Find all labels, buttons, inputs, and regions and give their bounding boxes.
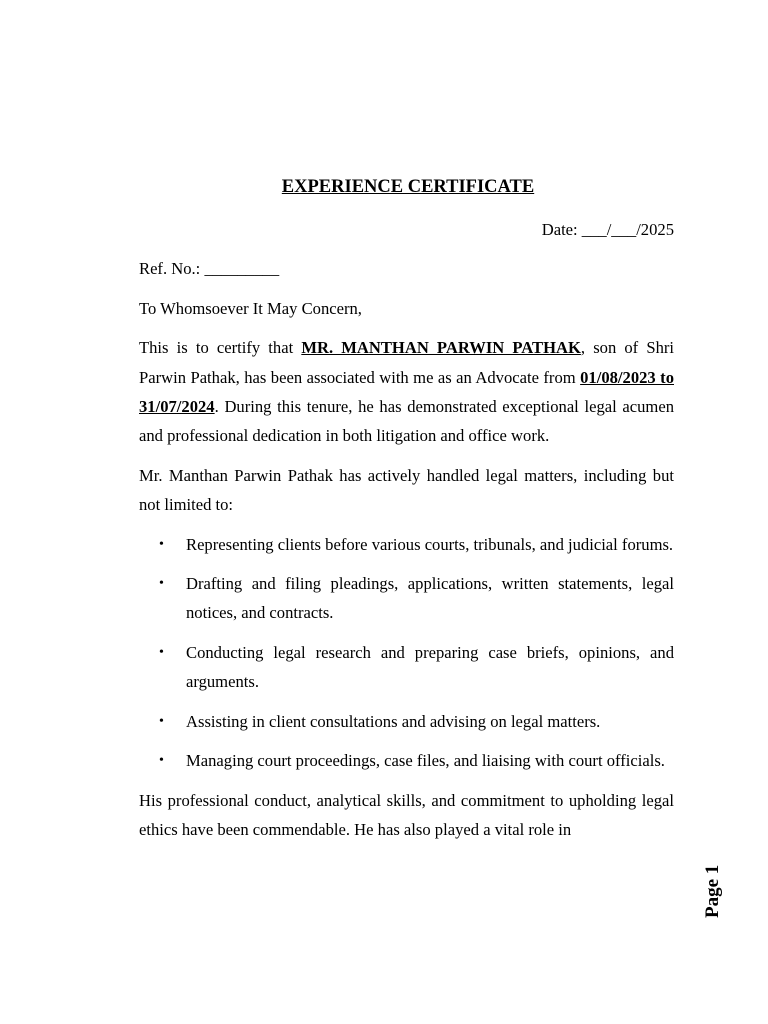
salutation: To Whomsoever It May Concern, [139, 298, 362, 318]
bullet-icon: • [159, 536, 164, 552]
tenure-period: 01/08/2023 to 31/07/2024 [139, 367, 674, 417]
bullet-icon: • [159, 753, 164, 769]
para1-text-1: This is to certify that [139, 338, 302, 358]
document-title: EXPERIENCE CERTIFICATE [281, 177, 535, 197]
employee-name: MR. MANTHAN PARWIN PATHAK [301, 338, 581, 358]
certification-paragraph [139, 333, 674, 451]
bullet-icon: • [159, 713, 164, 729]
date-line: Date: ___/___/2025 [541, 220, 674, 239]
list-item [139, 530, 674, 559]
duty-text: Assisting in client consultations and advising on legal matters. [186, 711, 601, 731]
duty-text: Drafting and filing pleadings, applications, written statements, legal notices, and contracts. [186, 574, 674, 623]
duty-text: Representing clients before various courts, tribunals, and judicial forums. [186, 534, 674, 554]
reference-number-line: Ref. No.: _________ [139, 259, 280, 279]
duties-list [139, 530, 674, 776]
list-item [139, 638, 674, 697]
conduct-paragraph: His professional conduct, analytical skills, and commitment to upholding legal ethics have been commendable. He has also played a vital role in [139, 790, 674, 839]
list-item [139, 746, 674, 775]
page-number-label: Page 1 [702, 864, 723, 918]
document-body [139, 175, 674, 854]
duties-intro-paragraph: Mr. Manthan Parwin Pathak has actively handled legal matters, including but not limited to: [139, 465, 674, 515]
list-item [139, 707, 674, 736]
para1-text-3: . During this tenure, he has demonstrated exceptional legal acumen and professional dedication in both litigation and office work. [139, 397, 674, 446]
para1-text-2: , son of Shri Parwin Pathak, has been associated with me as an Advocate from [139, 338, 674, 387]
bullet-icon: • [159, 644, 164, 660]
duty-text: Managing court proceedings, case files, and liaising with court officials. [186, 751, 665, 771]
bullet-icon: • [159, 576, 164, 592]
list-item [139, 569, 674, 628]
duty-text: Conducting legal research and preparing case briefs, opinions, and arguments. [186, 642, 674, 692]
